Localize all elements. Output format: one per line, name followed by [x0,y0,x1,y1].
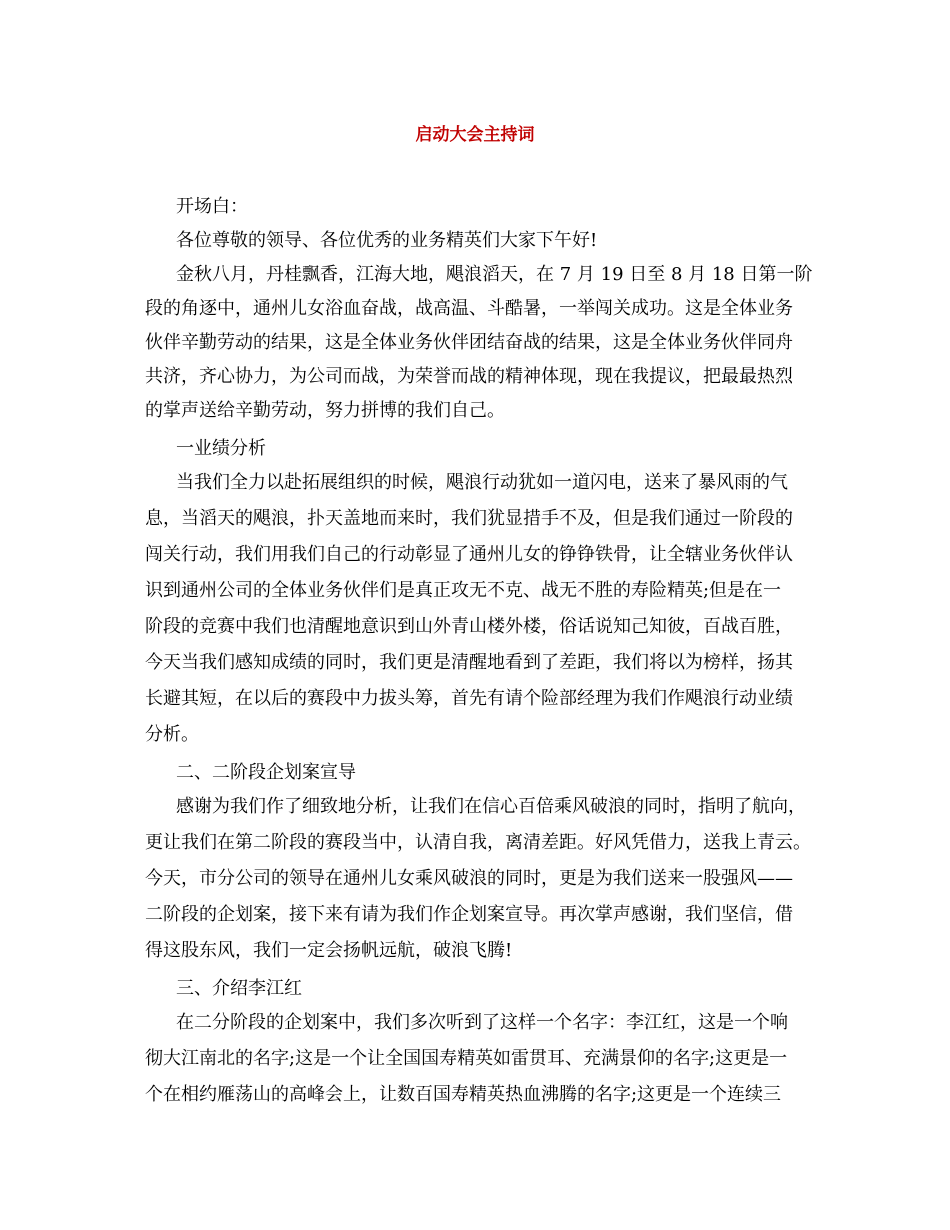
document-title: 启动大会主持词 [415,125,535,145]
section-heading: 二、二阶段企划案宣导 [176,762,356,783]
text-line: 在二分阶段的企划案中，我们多次听到了这样一个名字：李江红，这是一个响 [176,1012,788,1033]
text-line: 二阶段的企划案，接下来有请为我们作企划案宣导。再次掌声感谢，我们坚信，借 [145,904,793,925]
text-line: 共济，齐心协力，为公司而战，为荣誉而战的精神体现，现在我提议，把最最热烈 [145,366,793,387]
text-line: 个在相约雁荡山的高峰会上，让数百国寿精英热血沸腾的名字;这更是一个连续三 [145,1084,782,1105]
text-line: 金秋八月，丹桂飘香，江海大地，飓浪滔天，在 7 月 19 日至 8 月 18 日第一阶 [176,264,813,285]
text-line: 彻大江南北的名字;这是一个让全国国寿精英如雷贯耳、充满景仰的名字;这更是一 [145,1048,788,1069]
text-line: 阶段的竞赛中我们也清醒地意识到山外青山楼外楼，俗话说知己知彼，百战百胜， [145,616,793,637]
text-line: 各位尊敬的领导、各位优秀的业务精英们大家下午好! [176,230,598,251]
text-line: 当我们全力以赴拓展组织的时候，飓浪行动犹如一道闪电，送来了暴风雨的气 [176,472,788,493]
section-heading: 一业绩分析 [176,438,266,459]
text-line: 长避其短，在以后的赛段中力拔头筹，首先有请个险部经理为我们作飓浪行动业绩 [145,688,793,709]
text-line: 更让我们在第二阶段的赛段当中，认清自我，离清差距。好风凭借力，送我上青云。 [145,832,811,853]
text-line: 伙伴辛勤劳动的结果，这是全体业务伙伴团结奋战的结果，这是全体业务伙伴同舟 [145,332,793,353]
text-line: 开场白： [176,196,248,217]
text-line: 今天当我们感知成绩的同时，我们更是清醒地看到了差距，我们将以为榜样，扬其 [145,652,793,673]
text-line: 段的角逐中，通州儿女浴血奋战，战高温、斗酷暑，一举闯关成功。这是全体业务 [145,298,793,319]
text-line: 今天，市分公司的领导在通州儿女乘风破浪的同时，更是为我们送来一股强风—— [145,868,793,889]
text-line: 感谢为我们作了细致地分析，让我们在信心百倍乘风破浪的同时，指明了航向， [176,796,806,817]
text-line: 分析。 [145,724,199,745]
text-line: 闯关行动，我们用我们自己的行动彰显了通州儿女的铮铮铁骨，让全辖业务伙伴认 [145,544,793,565]
text-line: 识到通州公司的全体业务伙伴们是真正攻无不克、战无不胜的寿险精英;但是在一 [145,580,782,601]
text-line: 得这股东风，我们一定会扬帆远航，破浪飞腾! [145,940,513,961]
text-line: 的掌声送给辛勤劳动，努力拼博的我们自己。 [145,400,505,421]
text-line: 息，当滔天的飓浪，扑天盖地而来时，我们犹显措手不及，但是我们通过一阶段的 [145,508,793,529]
section-heading: 三、介绍李江红 [176,978,302,999]
